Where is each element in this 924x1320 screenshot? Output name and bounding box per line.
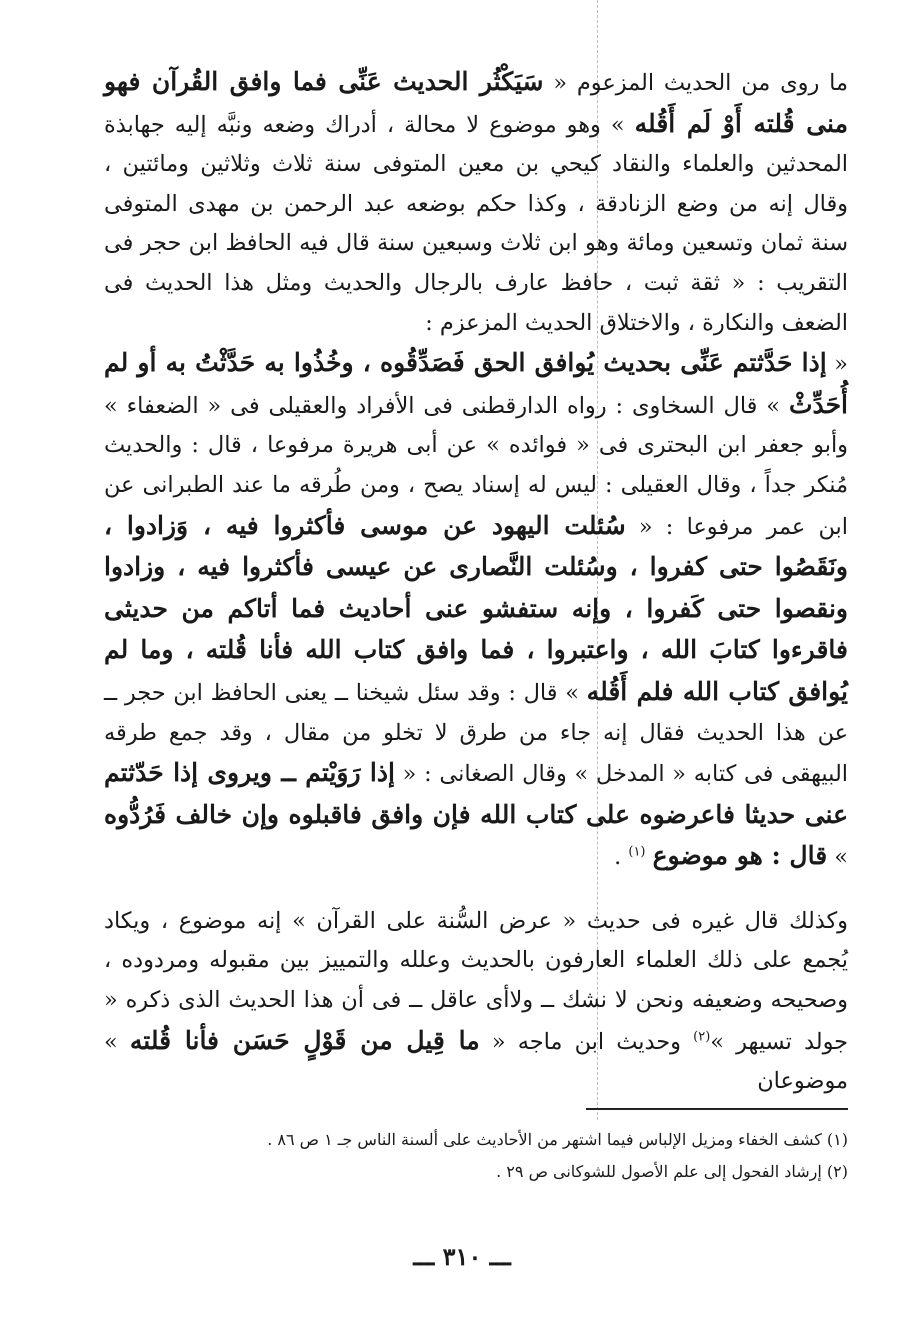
text-run: » قال : وقد سئل شيخنا ــ يعنى الحافظ ابن حجر ــ عن هذا الحديث فقال إنه جاء من طرق لا تخلو من مقال ، وقد جمع طرقه البيهقى فى كتابه « المدخل » وقال الصغانى : « <box>104 679 848 788</box>
hadith-quote: إذا حَدَّثتم عَنِّى بحديث يُوافق الحق فَصَدِّقُوه ، وخُذُوا به حَدَّثْتُ به أو لم أُحَدِّثْ <box>104 348 848 419</box>
paragraph-3 <box>104 902 848 1102</box>
text-run: » قال السخاوى : رواه الدارقطنى فى الأفراد والعقيلى فى « الضعفاء » وأبو جعفر ابن البحترى فى « فوائده » عن أبى هريرة مرفوعا ، قال : والحديث مُنكر جداً ، وقال العقيلى : ليس له إسناد يصح ، ومن طُرقه ما عند الطبرانى عن ابن عمر مرفوعا : « <box>104 392 848 540</box>
hadith-quote: سُئلت اليهود عن موسى فأكثروا فيه ، وَزادوا ، ونَقَصُوا حتى كفروا ، وسُئلت النَّصارى عن عيسى فأكثروا فيه ، وزادوا ونقصوا حتى كَفروا ، وإنه ستفشو عنى أحاديث فما أتاكم من حديثى فاقرءوا كتابَ الله ، واعتبروا ، فما وافق كتاب الله فأنا قُلته ، وما لم يُوافق كتاب الله فلم أَقُله <box>104 510 848 706</box>
text-run: » وهو موضوع لا محالة ، أدراك وضعه ونبَّه إليه جهابذة المحدثين والعلماء والنقاد كيحي بن معين المتوفى سنة ثلاث وثلاثين ومائتين ، وقال إنه من وضع الزنادقة ، وكذا حكم بوضعه عبد الرحمن بن مهدى المتوفى سنة ثمان وتسعين ومائة وهو ابن ثلاث وسبعين سنة قال فيه الحافظ ابن حجر فى التقريب : « ثقة ثبت ، حافظ عارف بالرجال والحديث ومثل هذا الحديث فى الضعف والنكارة ، والاختلاق الحديث المزعزم : <box>104 111 848 336</box>
footnote-separator <box>586 1108 848 1110</box>
paragraph-1 <box>104 62 848 343</box>
text-run: وحديث ابن ماجه « <box>479 1028 694 1055</box>
footnotes <box>267 1124 848 1188</box>
paragraph-2 <box>104 343 848 878</box>
text-run: « <box>826 351 848 378</box>
hadith-quote: سَيَكْثُر الحديث عَنِّى فما وافق القُرآن فهو منى قُلته أَوْ لَم أَقُله <box>104 67 848 138</box>
text-run: . <box>614 844 629 871</box>
footnote-marker-2: (٢) <box>693 1029 711 1045</box>
footnote-2: (٢) إرشاد الفحول إلى علم الأصول للشوكانى ص ٢٩ . <box>496 1162 848 1181</box>
hadith-quote: إذا رَوَيْتم ــ ويروى إذا حَدّثتم عنى حديثا فاعرضوه على كتاب الله فإن وافق فاقبلوه وإن خالف فَرُدُّوه <box>104 758 848 829</box>
footnote-1: (١) كشف الخفاء ومزيل الإلباس فيما اشتهر من الأحاديث على ألسنة الناس جـ ١ ص ٨٦ . <box>267 1130 848 1149</box>
main-text <box>104 62 848 1102</box>
verdict-text: قال : هو موضوع <box>652 841 828 871</box>
page-number: ـــ ٣١٠ ـــ <box>413 1242 511 1271</box>
text-run: » موضوعان <box>104 1028 848 1095</box>
footnote-marker-1: (١) <box>628 844 646 860</box>
hadith-quote: ما قِيل من قَوْلٍ حَسَن فأنا قُلته <box>129 1025 480 1055</box>
text-run: وكذلك قال غيره فى حديث « عرض السُّنة على القرآن » إنه موضوع ، ويكاد يُجمع على ذلك العلماء العارفون بالحديث وعلله والتمييز بين مقبوله ومردوده ، وصحيحه وضعيفه ونحن لا نشك ــ ولاأى عاقل ــ فى أن هذا الحديث الذى ذكره « جولد تسيهر » <box>104 907 848 1055</box>
text-run: ما روى من الحديث المزعوم « <box>543 70 848 96</box>
text-run: » <box>827 844 848 871</box>
